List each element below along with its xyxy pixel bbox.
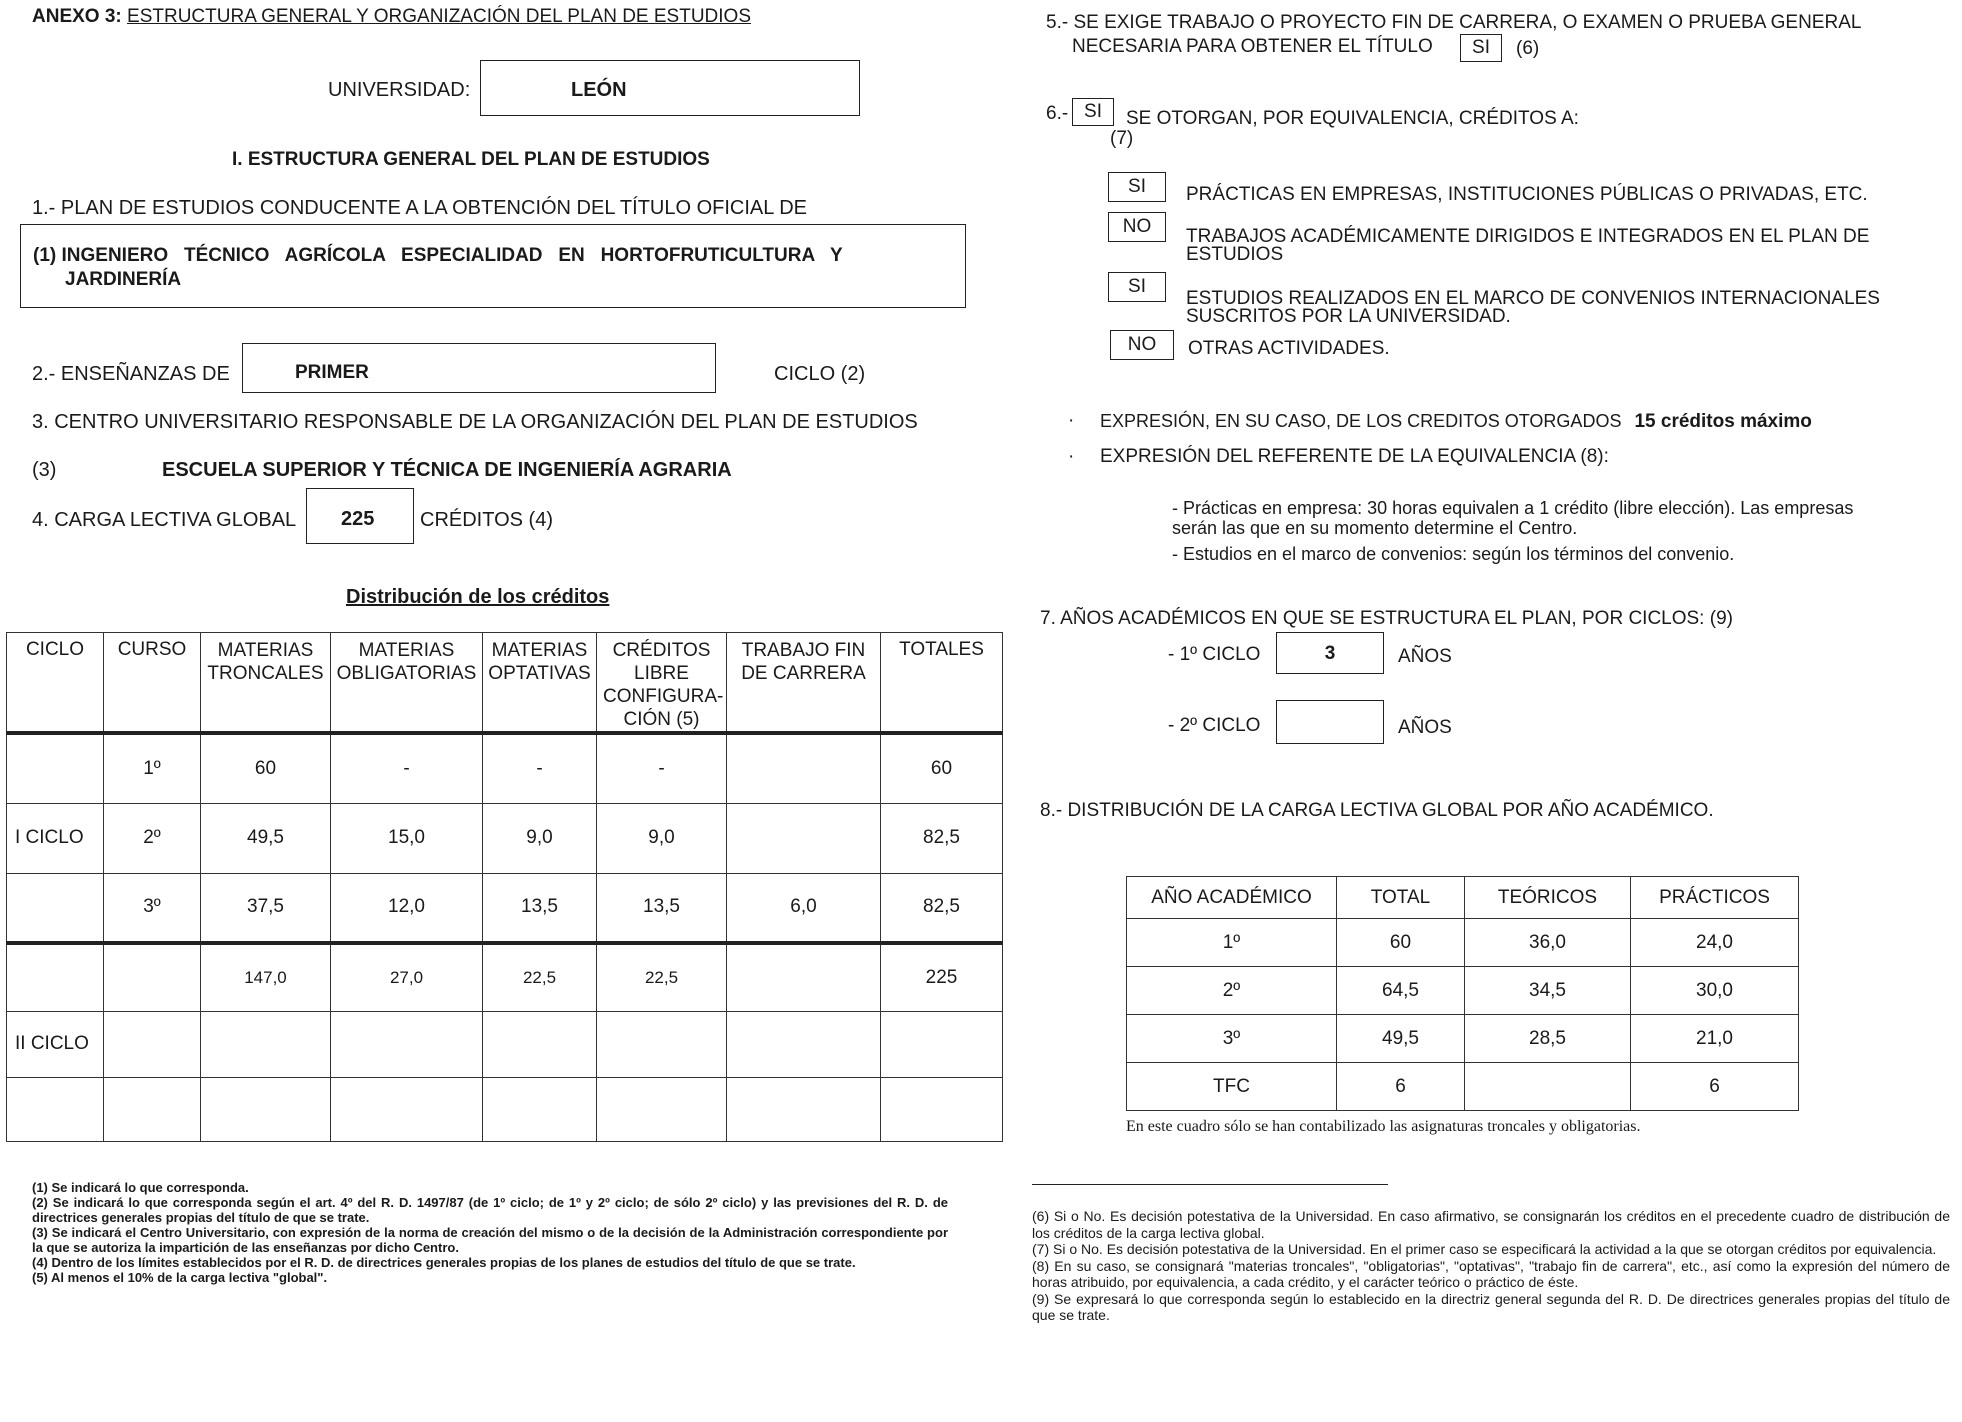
table-cell: I CICLO <box>7 803 104 873</box>
table-cell <box>727 1077 881 1141</box>
credits-table <box>6 632 1003 1142</box>
item1-value-line1: (1) INGENIERO TÉCNICO AGRÍCOLA ESPECIALIDAD EN HORTOFRUTICULTURA Y <box>33 245 843 266</box>
item4-box <box>306 488 414 544</box>
year-table-note: En este cuadro sólo se han contabilizado las asignaturas troncales y obligatorias. <box>1126 1118 1641 1135</box>
item3-ref: (3) <box>32 459 57 481</box>
expr1-bullet: · <box>1068 410 1075 431</box>
item5-ref: (6) <box>1516 38 1540 59</box>
item4-suffix: CRÉDITOS (4) <box>420 509 553 531</box>
table-row <box>1127 967 1799 1015</box>
item6-text: SE OTORGAN, POR EQUIVALENCIA, CRÉDITOS A: <box>1126 108 1579 129</box>
expr2-line3: - Estudios en el marco de convenios: según los términos del convenio. <box>1172 544 1735 564</box>
year-table-header <box>1127 877 1799 919</box>
footnote-1: (1) Se indicará lo que corresponda. <box>32 1180 249 1195</box>
footnote-7: (7) Si o No. Es decisión potestativa de la Universidad. En el primer caso se especificará la actividad a la que se otorgan créditos por equivalencia. <box>1032 1241 1937 1257</box>
item1-title-box <box>20 224 966 308</box>
item5-line2-wrap <box>1072 36 1433 58</box>
table-cell: 28,5 <box>1465 1015 1631 1063</box>
table-cell: 6,0 <box>727 873 881 943</box>
equivalence-text-trabajos-2: ESTUDIOS <box>1186 244 1284 265</box>
table-cell <box>727 803 881 873</box>
table-cell: 12,0 <box>331 873 483 943</box>
item6-value-box: SI <box>1072 98 1114 126</box>
table-row <box>7 1011 1003 1077</box>
table-cell: II CICLO <box>7 1011 104 1077</box>
equivalence-text-otras: OTRAS ACTIVIDADES. <box>1188 338 1390 359</box>
item7-cycle1-unit: AÑOS <box>1398 646 1452 667</box>
table-cell: 6 <box>1337 1063 1465 1111</box>
item8-label: 8.- DISTRIBUCIÓN DE LA CARGA LECTIVA GLOBAL POR AÑO ACADÉMICO. <box>1040 800 1714 821</box>
right-footnotes <box>1032 1208 1950 1324</box>
table-cell: 24,0 <box>1631 919 1799 967</box>
equivalence-text-convenios: ESTUDIOS REALIZADOS EN EL MARCO DE CONVENIOS INTERNACIONALES <box>1186 288 1880 309</box>
table-row <box>7 1077 1003 1141</box>
footnote-5: (5) Al menos el 10% de la carga lectiva "global". <box>32 1270 328 1285</box>
table-cell: 9,0 <box>483 803 597 873</box>
expr2-bullet: · <box>1068 446 1075 467</box>
table-row <box>7 803 1003 873</box>
item5-line2: NECESARIA PARA OBTENER EL TÍTULO <box>1072 36 1433 57</box>
header-total: TOTAL <box>1337 877 1465 919</box>
table-cell <box>7 733 104 803</box>
table-cell <box>727 733 881 803</box>
distribution-title: Distribución de los créditos <box>346 586 610 608</box>
table-cell <box>1465 1063 1631 1111</box>
table-cell: 2º <box>1127 967 1337 1015</box>
item6-prefix: 6.- <box>1046 103 1069 124</box>
header-ciclo: CICLO <box>7 633 104 734</box>
table-row <box>7 943 1003 1011</box>
item2-value: PRIMER <box>295 362 369 383</box>
header-teoricos: TEÓRICOS <box>1465 877 1631 919</box>
item5-value-box: SI <box>1460 34 1502 62</box>
table-cell <box>104 943 201 1011</box>
table-cell: 3º <box>1127 1015 1337 1063</box>
table-cell: - <box>483 733 597 803</box>
annex-heading <box>32 6 751 28</box>
header-practicos: PRÁCTICOS <box>1631 877 1799 919</box>
header-ano-academico: AÑO ACADÉMICO <box>1127 877 1337 919</box>
table-cell: 21,0 <box>1631 1015 1799 1063</box>
footnote-9: (9) Se expresará lo que corresponda según lo establecido en la directriz general segunda del R. D. De directrices generales propias del título de que se trate. <box>1032 1290 1950 1323</box>
table-cell: - <box>331 733 483 803</box>
table-cell <box>331 1077 483 1141</box>
expr1-value: 15 créditos máximo <box>1634 411 1812 432</box>
table-cell: 34,5 <box>1465 967 1631 1015</box>
section-title: I. ESTRUCTURA GENERAL DEL PLAN DE ESTUDIOS <box>232 149 710 170</box>
table-cell <box>727 943 881 1011</box>
table-row <box>1127 1063 1799 1111</box>
equivalence-mark-otras: NO <box>1110 330 1174 360</box>
table-cell: 37,5 <box>201 873 331 943</box>
item1-label: 1.- PLAN DE ESTUDIOS CONDUCENTE A LA OBTENCIÓN DEL TÍTULO OFICIAL DE <box>32 197 807 219</box>
item6-ref: (7) <box>1110 128 1134 149</box>
equivalence-mark-trabajos: NO <box>1108 212 1166 242</box>
left-footnotes <box>32 1180 948 1285</box>
table-cell: 82,5 <box>881 803 1003 873</box>
equivalence-mark-practicas: SI <box>1108 172 1166 202</box>
header-totales: TOTALES <box>881 633 1003 734</box>
table-cell <box>7 1077 104 1141</box>
annex-label: ANEXO 3: <box>32 6 122 27</box>
university-box <box>480 60 860 116</box>
item7-cycle1-box <box>1276 632 1384 674</box>
header-optativas: MATERIAS OPTATIVAS <box>483 633 597 734</box>
annex-title: ESTRUCTURA GENERAL Y ORGANIZACIÓN DEL PLAN DE ESTUDIOS <box>127 6 751 27</box>
table-row <box>7 873 1003 943</box>
table-cell: 64,5 <box>1337 967 1465 1015</box>
table-cell: 60 <box>201 733 331 803</box>
table-cell: 22,5 <box>483 943 597 1011</box>
table-row <box>7 733 1003 803</box>
item3-label: 3. CENTRO UNIVERSITARIO RESPONSABLE DE LA ORGANIZACIÓN DEL PLAN DE ESTUDIOS <box>32 411 918 433</box>
table-cell <box>881 1077 1003 1141</box>
header-obligatorias: MATERIAS OBLIGATORIAS <box>331 633 483 734</box>
year-table <box>1126 876 1799 1111</box>
university-value: LEÓN <box>571 79 627 101</box>
table-cell: 3º <box>104 873 201 943</box>
item7-cycle1-label: - 1º CICLO <box>1168 644 1261 665</box>
table-cell <box>104 1077 201 1141</box>
university-label: UNIVERSIDAD: <box>328 79 471 101</box>
table-cell: 49,5 <box>201 803 331 873</box>
item7-cycle1-value: 3 <box>1324 643 1336 664</box>
item5-line1: 5.- SE EXIGE TRABAJO O PROYECTO FIN DE CARRERA, O EXAMEN O PRUEBA GENERAL <box>1046 12 1862 33</box>
equivalence-text-practicas: PRÁCTICAS EN EMPRESAS, INSTITUCIONES PÚBLICAS O PRIVADAS, ETC. <box>1186 184 1868 205</box>
table-cell: 36,0 <box>1465 919 1631 967</box>
expr2-line2: serán las que en su momento determine el Centro. <box>1172 518 1578 538</box>
footnote-6: (6) Si o No. Es decisión potestativa de la Universidad. En caso afirmativo, se consignarán los créditos en el precedente cuadro de distribución de los créditos de la carga lectiva global. <box>1032 1208 1950 1241</box>
item1-value-line2: JARDINERÍA <box>65 269 182 290</box>
item7-cycle2-unit: AÑOS <box>1398 717 1452 738</box>
header-libre-configuracion: CRÉDITOS LIBRE CONFIGURA- CIÓN (5) <box>597 633 727 734</box>
header-curso: CURSO <box>104 633 201 734</box>
table-cell: 49,5 <box>1337 1015 1465 1063</box>
table-cell <box>483 1011 597 1077</box>
table-cell: 30,0 <box>1631 967 1799 1015</box>
expr2-label: EXPRESIÓN DEL REFERENTE DE LA EQUIVALENCIA (8): <box>1100 446 1609 467</box>
credits-table-header <box>7 633 1003 734</box>
table-cell: 15,0 <box>331 803 483 873</box>
table-cell <box>7 873 104 943</box>
table-cell: 9,0 <box>597 803 727 873</box>
item7-cycle2-label: - 2º CICLO <box>1168 715 1261 736</box>
equivalence-text-convenios-2: SUSCRITOS POR LA UNIVERSIDAD. <box>1186 306 1511 327</box>
table-cell: 22,5 <box>597 943 727 1011</box>
table-row <box>1127 919 1799 967</box>
item4-label: 4. CARGA LECTIVA GLOBAL <box>32 509 297 531</box>
table-cell <box>597 1011 727 1077</box>
expr1 <box>1100 410 1812 433</box>
item3-value: ESCUELA SUPERIOR Y TÉCNICA DE INGENIERÍA AGRARIA <box>162 459 732 481</box>
expr2-line1: - Prácticas en empresa: 30 horas equivalen a 1 crédito (libre elección). Las empresas <box>1172 498 1854 518</box>
item7-cycle2-box <box>1276 700 1384 744</box>
table-cell: 27,0 <box>331 943 483 1011</box>
table-cell: TFC <box>1127 1063 1337 1111</box>
footnote-3: (3) Se indicará el Centro Universitario, con expresión de la norma de creación del mismo o de la decisión de la Administración correspondiente por la que se autoriza la impartición de las enseñanzas por dicho Centro. <box>32 1225 948 1255</box>
item2-label: 2.- ENSEÑANZAS DE <box>32 363 230 385</box>
table-cell: 2º <box>104 803 201 873</box>
table-cell: - <box>597 733 727 803</box>
table-cell: 60 <box>881 733 1003 803</box>
table-cell <box>881 1011 1003 1077</box>
table-cell <box>483 1077 597 1141</box>
item2-box <box>242 343 716 393</box>
expr1-label: EXPRESIÓN, EN SU CASO, DE LOS CREDITOS OTORGADOS <box>1100 411 1622 431</box>
item2-suffix: CICLO (2) <box>774 363 866 385</box>
table-cell <box>201 1011 331 1077</box>
footnote-divider <box>1032 1184 1388 1185</box>
table-cell: 60 <box>1337 919 1465 967</box>
table-cell: 225 <box>881 943 1003 1011</box>
table-cell <box>104 1011 201 1077</box>
header-trabajo-fin: TRABAJO FIN DE CARRERA <box>727 633 881 734</box>
footnote-2: (2) Se indicará lo que corresponda según el art. 4º del R. D. 1497/87 (de 1º ciclo; de 1º y 2º ciclo; de sólo 2º ciclo) y las previsiones del R. D. de directrices generales propias del título de que se trate. <box>32 1195 948 1225</box>
item7-label: 7. AÑOS ACADÉMICOS EN QUE SE ESTRUCTURA EL PLAN, POR CICLOS: (9) <box>1040 608 1733 629</box>
table-cell <box>7 943 104 1011</box>
table-cell: 82,5 <box>881 873 1003 943</box>
table-cell: 1º <box>1127 919 1337 967</box>
table-cell <box>201 1077 331 1141</box>
equivalence-mark-convenios: SI <box>1108 272 1166 302</box>
table-cell: 1º <box>104 733 201 803</box>
table-cell: 13,5 <box>483 873 597 943</box>
table-cell <box>331 1011 483 1077</box>
table-row <box>1127 1015 1799 1063</box>
item4-value: 225 <box>341 508 375 530</box>
equivalence-text-trabajos: TRABAJOS ACADÉMICAMENTE DIRIGIDOS E INTEGRADOS EN EL PLAN DE <box>1186 226 1870 247</box>
footnote-8: (8) En su caso, se consignará "materias troncales", "obligatorias", "optativas", "trabajo fin de carrera", etc., así como la expresión del número de horas atribuido, por equivalencia, a cada crédito, y el carácter teórico o práctico de éste. <box>1032 1257 1950 1290</box>
table-cell: 6 <box>1631 1063 1799 1111</box>
header-troncales: MATERIAS TRONCALES <box>201 633 331 734</box>
table-cell: 147,0 <box>201 943 331 1011</box>
table-cell <box>727 1011 881 1077</box>
table-cell <box>597 1077 727 1141</box>
footnote-4: (4) Dentro de los límites establecidos por el R. D. de directrices generales propias de los planes de estudios del título de que se trate. <box>32 1255 856 1270</box>
table-cell: 13,5 <box>597 873 727 943</box>
